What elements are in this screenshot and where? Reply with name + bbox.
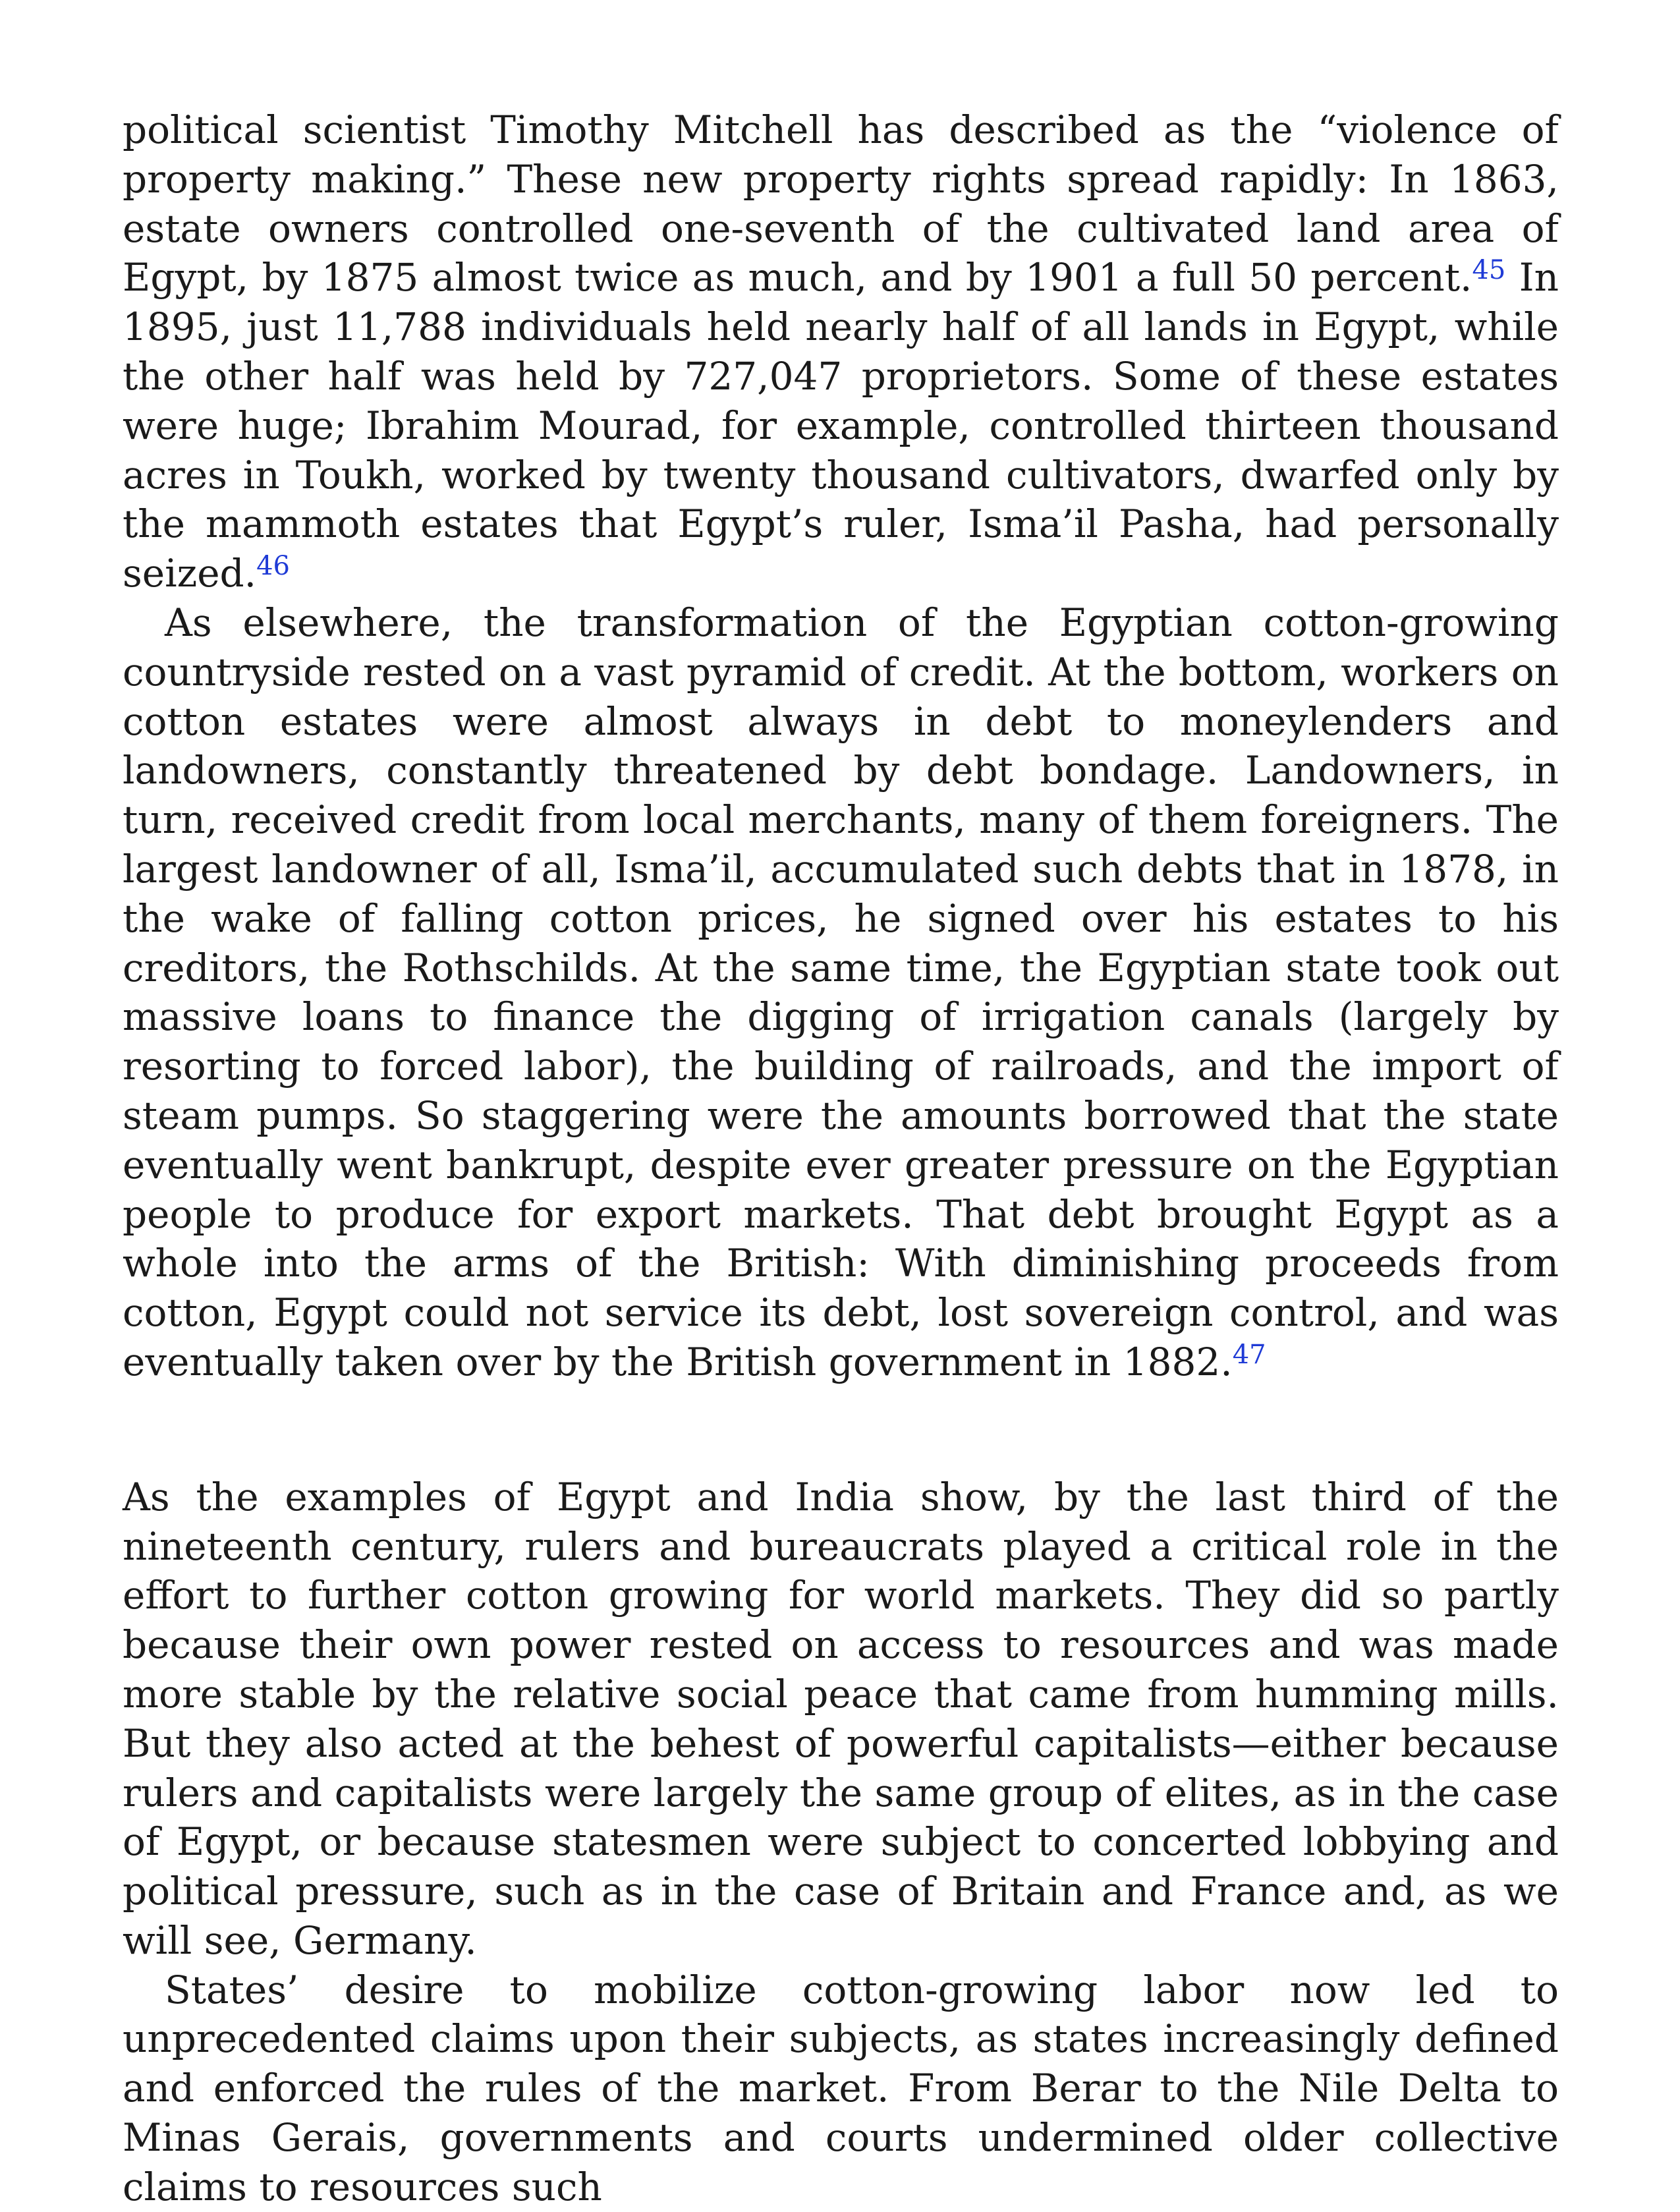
paragraph-text: As elsewhere, the transformation of the Egyptian cotton-growing countryside rested on a vast pyramid of credit. At the bottom, workers on cotton estates were almost always in debt to moneylenders and landowners, constantly threatened by debt bondage. Landowners, in turn, received credit from local merchants, many of them foreigners. The largest landowner of all, Isma’il, accumulated such debts that in 1878, in the wake of falling cotton prices, he signed over his estates to his creditors, the Rothschilds. At the same time, the Egyptian state took out massive loans to finance the digging of irrigation canals (largely by resorting to forced labor), the building of railroads, and the import of steam pumps. So staggering were the amounts borrowed that the state eventually went bankrupt, despite ever greater pressure on the Egyptian people to produce for export markets. That debt brought Egypt as a whole into the arms of the British: With diminishing proceeds from cotton, Egypt could not service its debt, lost sovereign control, and was eventually taken over by the British government in 1882. <box>123 600 1559 1384</box>
paragraph-text: political scientist Timothy Mitchell has described as the “violence of property making.” These new property rights spread rapidly: In 1863, estate owners controlled one-seventh of the cultivated land area of Egypt, by 1875 almost twice as much, and by 1901 a full 50 percent. <box>123 107 1559 300</box>
footnote-link-47[interactable]: 47 <box>1232 1339 1266 1370</box>
paragraph-land-ownership <box>123 105 1559 598</box>
paragraph-text: As the examples of Egypt and India show, by the last third of the nineteenth century, rulers and bureaucrats played a critical role in the effort to further cotton growing for world markets. They did so partly because their own power rested on access to resources and was made more stable by the relative social peace that came from humming mills. But they also acted at the behest of powerful capitalists—either because rulers and capitalists were largely the same group of elites, as in the case of Egypt, or because statesmen were subject to concerted lobbying and political pressure, such as in the case of Britain and France and, as we will see, Germany. <box>123 1474 1559 1963</box>
paragraph-states-desire <box>123 1966 1559 2212</box>
paragraph-text: States’ desire to mobilize cotton-growing labor now led to unprecedented claims upon their subjects, as states increasingly defined and enforced the rules of the market. From Berar to the Nile Delta to Minas Gerais, governments and courts undermined older collective claims to resources such <box>123 1967 1559 2209</box>
footnote-link-45[interactable]: 45 <box>1472 255 1506 286</box>
footnote-link-46[interactable]: 46 <box>256 551 290 582</box>
paragraph-rulers-and-bureaucrats <box>123 1473 1559 1966</box>
document-page <box>123 105 1559 2212</box>
paragraph-credit-pyramid <box>123 598 1559 1387</box>
paragraph-text: In 1895, just 11,788 individuals held nearly half of all lands in Egypt, while the other half was held by 727,047 proprietors. Some of these estates were huge; Ibrahim Mourad, for example, controlled thirteen thousand acres in Toukh, worked by twenty thousand cultivators, dwarfed only by the mammoth estates that Egypt’s ruler, Isma’il Pasha, had personally seized. <box>123 255 1559 596</box>
